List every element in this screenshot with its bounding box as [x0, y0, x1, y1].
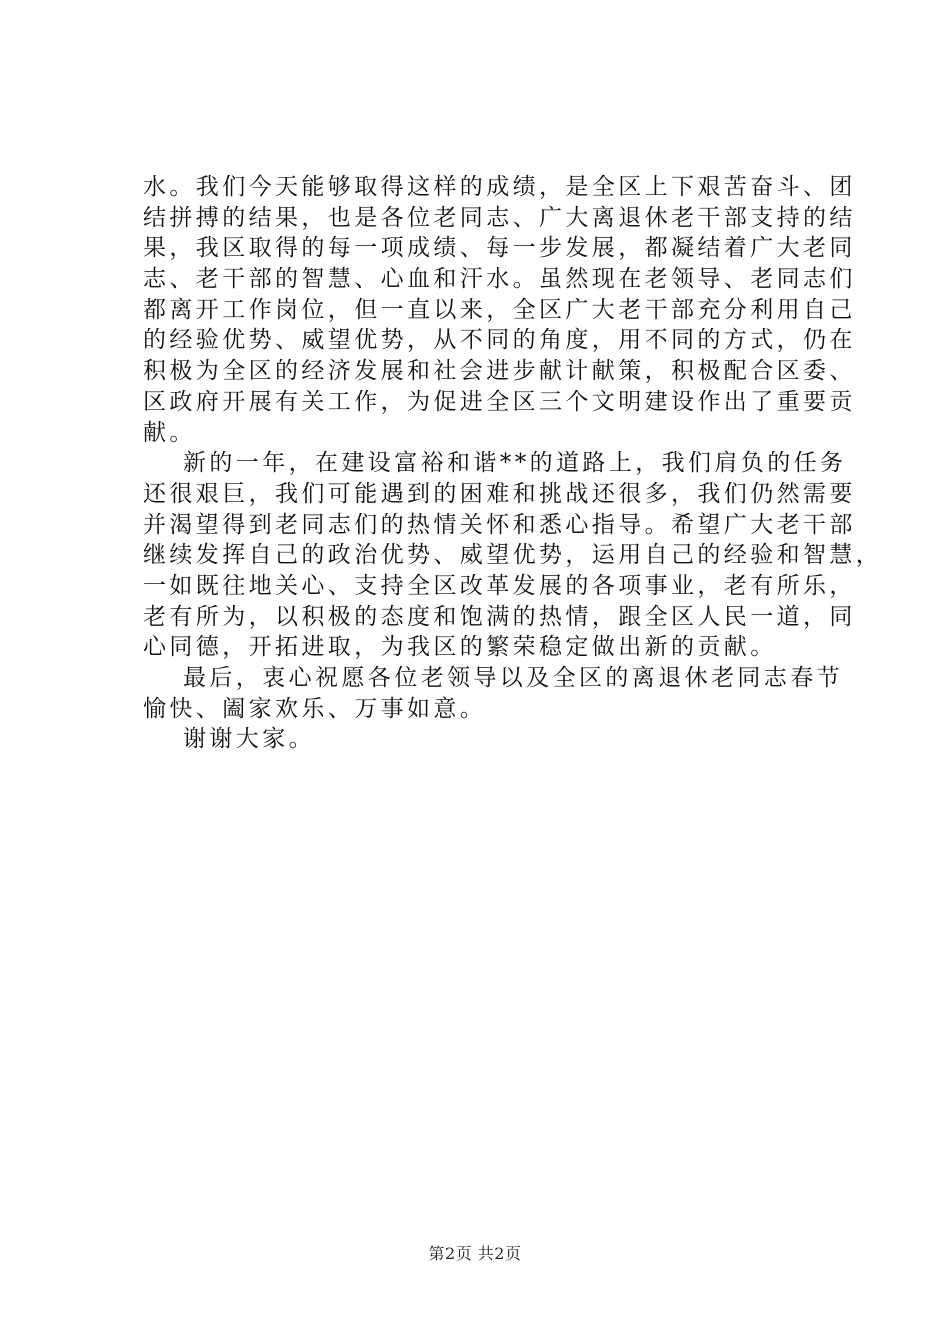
text-line: 都离开工作岗位，但一直以来，全区广大老干部充分利用自己	[143, 296, 856, 323]
text-line: 积极为全区的经济发展和社会进步献计献策，积极配合区委、	[143, 358, 856, 385]
text-line: 果，我区取得的每一项成绩、每一步发展，都凝结着广大老同	[143, 235, 856, 262]
paragraph-first-line: 新的一年，在建设富裕和谐**的道路上，我们肩负的任务	[183, 450, 847, 477]
text-line: 水。我们今天能够取得这样的成绩，是全区上下艰苦奋斗、团	[143, 174, 856, 200]
paragraph-first-line: 最后，衷心祝愿各位老领导以及全区的离退休老同志春节	[183, 665, 843, 691]
text-line: 志、老干部的智慧、心血和汗水。虽然现在老领导、老同志们	[143, 266, 856, 293]
text-line: 结拼搏的结果，也是各位老同志、广大离退休老干部支持的结	[143, 204, 856, 231]
page-number-footer: 第2页 共2页	[428, 1244, 522, 1263]
text-line: 心同德，开拓进取，为我区的繁荣稳定做出新的贡献。	[143, 634, 777, 661]
document-body	[143, 172, 883, 755]
text-line: 继续发挥自己的政治优势、威望优势，运用自己的经验和智慧，	[143, 542, 883, 569]
text-line: 献。	[143, 419, 196, 446]
text-line: 区政府开展有关工作，为促进全区三个文明建设作出了重要贡	[143, 388, 856, 415]
text-line: 老有所为，以积极的态度和饱满的热情，跟全区人民一道，同	[143, 603, 856, 630]
text-line: 一如既往地关心、支持全区改革发展的各项事业，老有所乐，	[143, 572, 856, 599]
text-line: 愉快、阖家欢乐、万事如意。	[143, 695, 487, 722]
text-line: 还很艰巨，我们可能遇到的困难和挑战还很多，我们仍然需要	[143, 480, 856, 507]
closing-line: 谢谢大家。	[183, 726, 315, 753]
text-line: 的经验优势、威望优势，从不同的角度，用不同的方式，仍在	[143, 327, 856, 354]
text-line: 并渴望得到老同志们的热情关怀和悉心指导。希望广大老干部	[143, 511, 856, 538]
